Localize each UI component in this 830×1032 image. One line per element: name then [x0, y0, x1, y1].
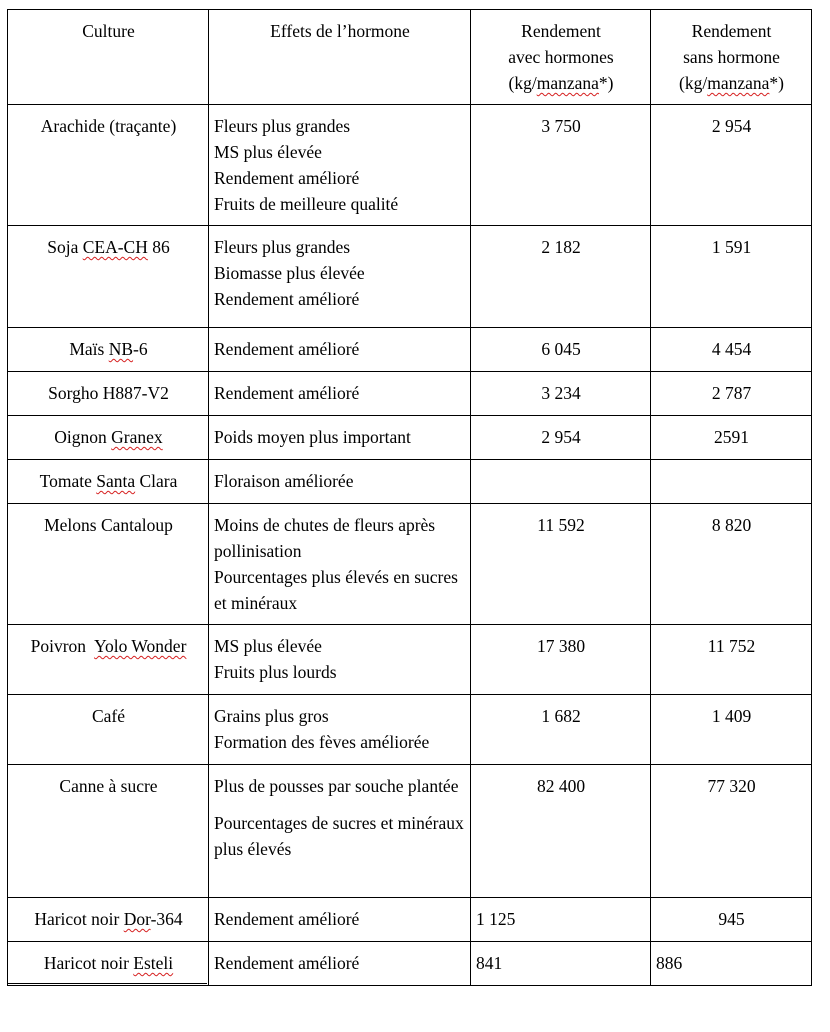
yield-with-hormone-cell: 82 400: [471, 765, 651, 898]
effect-item: Rendement amélioré: [214, 168, 360, 188]
effects-cell: [209, 226, 471, 328]
culture-variety: Yolo Wonder: [94, 636, 187, 656]
yield-without-hormone-cell: 2591: [651, 416, 812, 460]
culture-variety: Dor: [123, 909, 151, 929]
effect-item: Rendement amélioré: [214, 953, 360, 973]
yield-without-hormone-cell: 8 820: [651, 504, 812, 625]
culture-cell: [8, 226, 209, 328]
effects-cell: [209, 460, 471, 504]
effect-item: Fleurs plus grandes: [214, 237, 351, 257]
header-sans-line3: [656, 70, 807, 96]
effect-item: Fruits de meilleure qualité: [214, 194, 399, 214]
effect-item: Plus de pousses par souche plantée: [214, 776, 459, 796]
effect-item: Fruits plus lourds: [214, 662, 337, 682]
culture-text: Soja: [47, 237, 83, 257]
header-sans-line2: sans hormone: [683, 47, 780, 67]
yield-with-hormone-cell: 11 592: [471, 504, 651, 625]
table-row: [8, 372, 812, 416]
yield-with-hormone-cell: 3 234: [471, 372, 651, 416]
effects-cell: [209, 504, 471, 625]
culture-variety: Santa: [96, 471, 136, 491]
culture-cell: [8, 898, 209, 942]
culture-cell: Café: [8, 695, 209, 765]
effect-item: Moins de chutes de fleurs après pollinisation: [214, 515, 436, 561]
effect-item: Biomasse plus élevée: [214, 263, 365, 283]
culture-suffix: Clara: [135, 471, 178, 491]
culture-cell: [8, 942, 209, 986]
header-sans-unit-post: *): [769, 73, 784, 93]
culture-cell: [8, 460, 209, 504]
header-avec-unit-post: *): [598, 73, 614, 93]
culture-text: Haricot noir: [43, 953, 134, 973]
yield-with-hormone-cell: [471, 460, 651, 504]
culture-suffix: -6: [133, 339, 148, 359]
yield-with-hormone-cell: 1 125: [471, 898, 651, 942]
header-rendement-avec: [471, 10, 651, 105]
footnote-separator-line: [7, 983, 207, 984]
effect-item: Rendement amélioré: [214, 339, 360, 359]
effect-item: Rendement amélioré: [214, 909, 360, 929]
culture-text: Poivron: [30, 636, 95, 656]
culture-suffix: -364: [150, 909, 183, 929]
table-row: [8, 765, 812, 898]
effect-item: Rendement amélioré: [214, 289, 360, 309]
culture-variety: NB: [108, 339, 134, 359]
table-row: [8, 898, 812, 942]
culture-text: Oignon: [54, 427, 112, 447]
culture-cell: Arachide (traçante): [8, 105, 209, 226]
yield-with-hormone-cell: 1 682: [471, 695, 651, 765]
effects-cell: [209, 765, 471, 898]
yield-with-hormone-cell: 6 045: [471, 328, 651, 372]
table-row: [8, 105, 812, 226]
hormone-yield-table: [7, 9, 812, 986]
culture-cell: [8, 328, 209, 372]
culture-cell: Sorgho H887-V2: [8, 372, 209, 416]
table-row: [8, 416, 812, 460]
culture-cell: Canne à sucre: [8, 765, 209, 898]
yield-without-hormone-cell: 886: [651, 942, 812, 986]
effect-item: Fleurs plus grandes: [214, 116, 351, 136]
effect-item: MS plus élevée: [214, 636, 322, 656]
culture-variety: Esteli: [133, 953, 174, 973]
yield-with-hormone-cell: 841: [471, 942, 651, 986]
culture-text: Maïs: [69, 339, 109, 359]
yield-without-hormone-cell: 1 409: [651, 695, 812, 765]
effects-cell: [209, 105, 471, 226]
yield-with-hormone-cell: 2 954: [471, 416, 651, 460]
header-avec-unit-word: manzana: [536, 73, 599, 93]
effects-cell: [209, 372, 471, 416]
header-avec-line3: [476, 70, 646, 96]
effect-item: Pourcentages de sucres et minéraux plus élevés: [214, 813, 464, 859]
effect-item: Grains plus gros: [214, 706, 329, 726]
culture-cell: Melons Cantaloup: [8, 504, 209, 625]
table-row: [8, 328, 812, 372]
yield-without-hormone-cell: 77 320: [651, 765, 812, 898]
effect-item: Pourcentages plus élevés en sucres et minéraux: [214, 567, 458, 613]
table-row: [8, 504, 812, 625]
yield-without-hormone-cell: 2 954: [651, 105, 812, 226]
culture-text: Haricot noir: [34, 909, 124, 929]
effects-cell: [209, 942, 471, 986]
effects-cell: [209, 898, 471, 942]
culture-cell: [8, 416, 209, 460]
header-rendement-sans: [651, 10, 812, 105]
effects-cell: [209, 416, 471, 460]
effect-item: MS plus élevée: [214, 142, 322, 162]
yield-without-hormone-cell: 11 752: [651, 625, 812, 695]
header-avec-line1: Rendement: [521, 21, 601, 41]
table-row: [8, 226, 812, 328]
effect-item: Floraison améliorée: [214, 471, 354, 491]
effects-cell: [209, 695, 471, 765]
table-row: [8, 625, 812, 695]
yield-without-hormone-cell: 1 591: [651, 226, 812, 328]
header-sans-unit-word: manzana: [707, 73, 770, 93]
yield-with-hormone-cell: 3 750: [471, 105, 651, 226]
yield-without-hormone-cell: 4 454: [651, 328, 812, 372]
header-sans-unit-pre: (kg/: [679, 73, 708, 93]
effect-item: Poids moyen plus important: [214, 427, 411, 447]
yield-without-hormone-cell: 945: [651, 898, 812, 942]
header-avec-unit-pre: (kg/: [508, 73, 537, 93]
header-row: [8, 10, 812, 105]
yield-without-hormone-cell: [651, 460, 812, 504]
yield-with-hormone-cell: 17 380: [471, 625, 651, 695]
effect-item: Formation des fèves améliorée: [214, 732, 430, 752]
table-row: [8, 942, 812, 986]
header-effets: Effets de l’hormone: [209, 10, 471, 105]
header-sans-line1: Rendement: [691, 21, 772, 41]
yield-without-hormone-cell: 2 787: [651, 372, 812, 416]
culture-text: Tomate: [39, 471, 97, 491]
header-avec-line2: avec hormones: [508, 47, 614, 67]
table-row: [8, 460, 812, 504]
header-culture: Culture: [8, 10, 209, 105]
table-row: [8, 695, 812, 765]
culture-cell: [8, 625, 209, 695]
effects-cell: [209, 328, 471, 372]
culture-variety: CEA-CH: [82, 237, 148, 257]
culture-variety: Granex: [111, 427, 163, 447]
yield-with-hormone-cell: 2 182: [471, 226, 651, 328]
effect-item: Rendement amélioré: [214, 383, 360, 403]
culture-suffix: 86: [147, 237, 170, 257]
effects-cell: [209, 625, 471, 695]
